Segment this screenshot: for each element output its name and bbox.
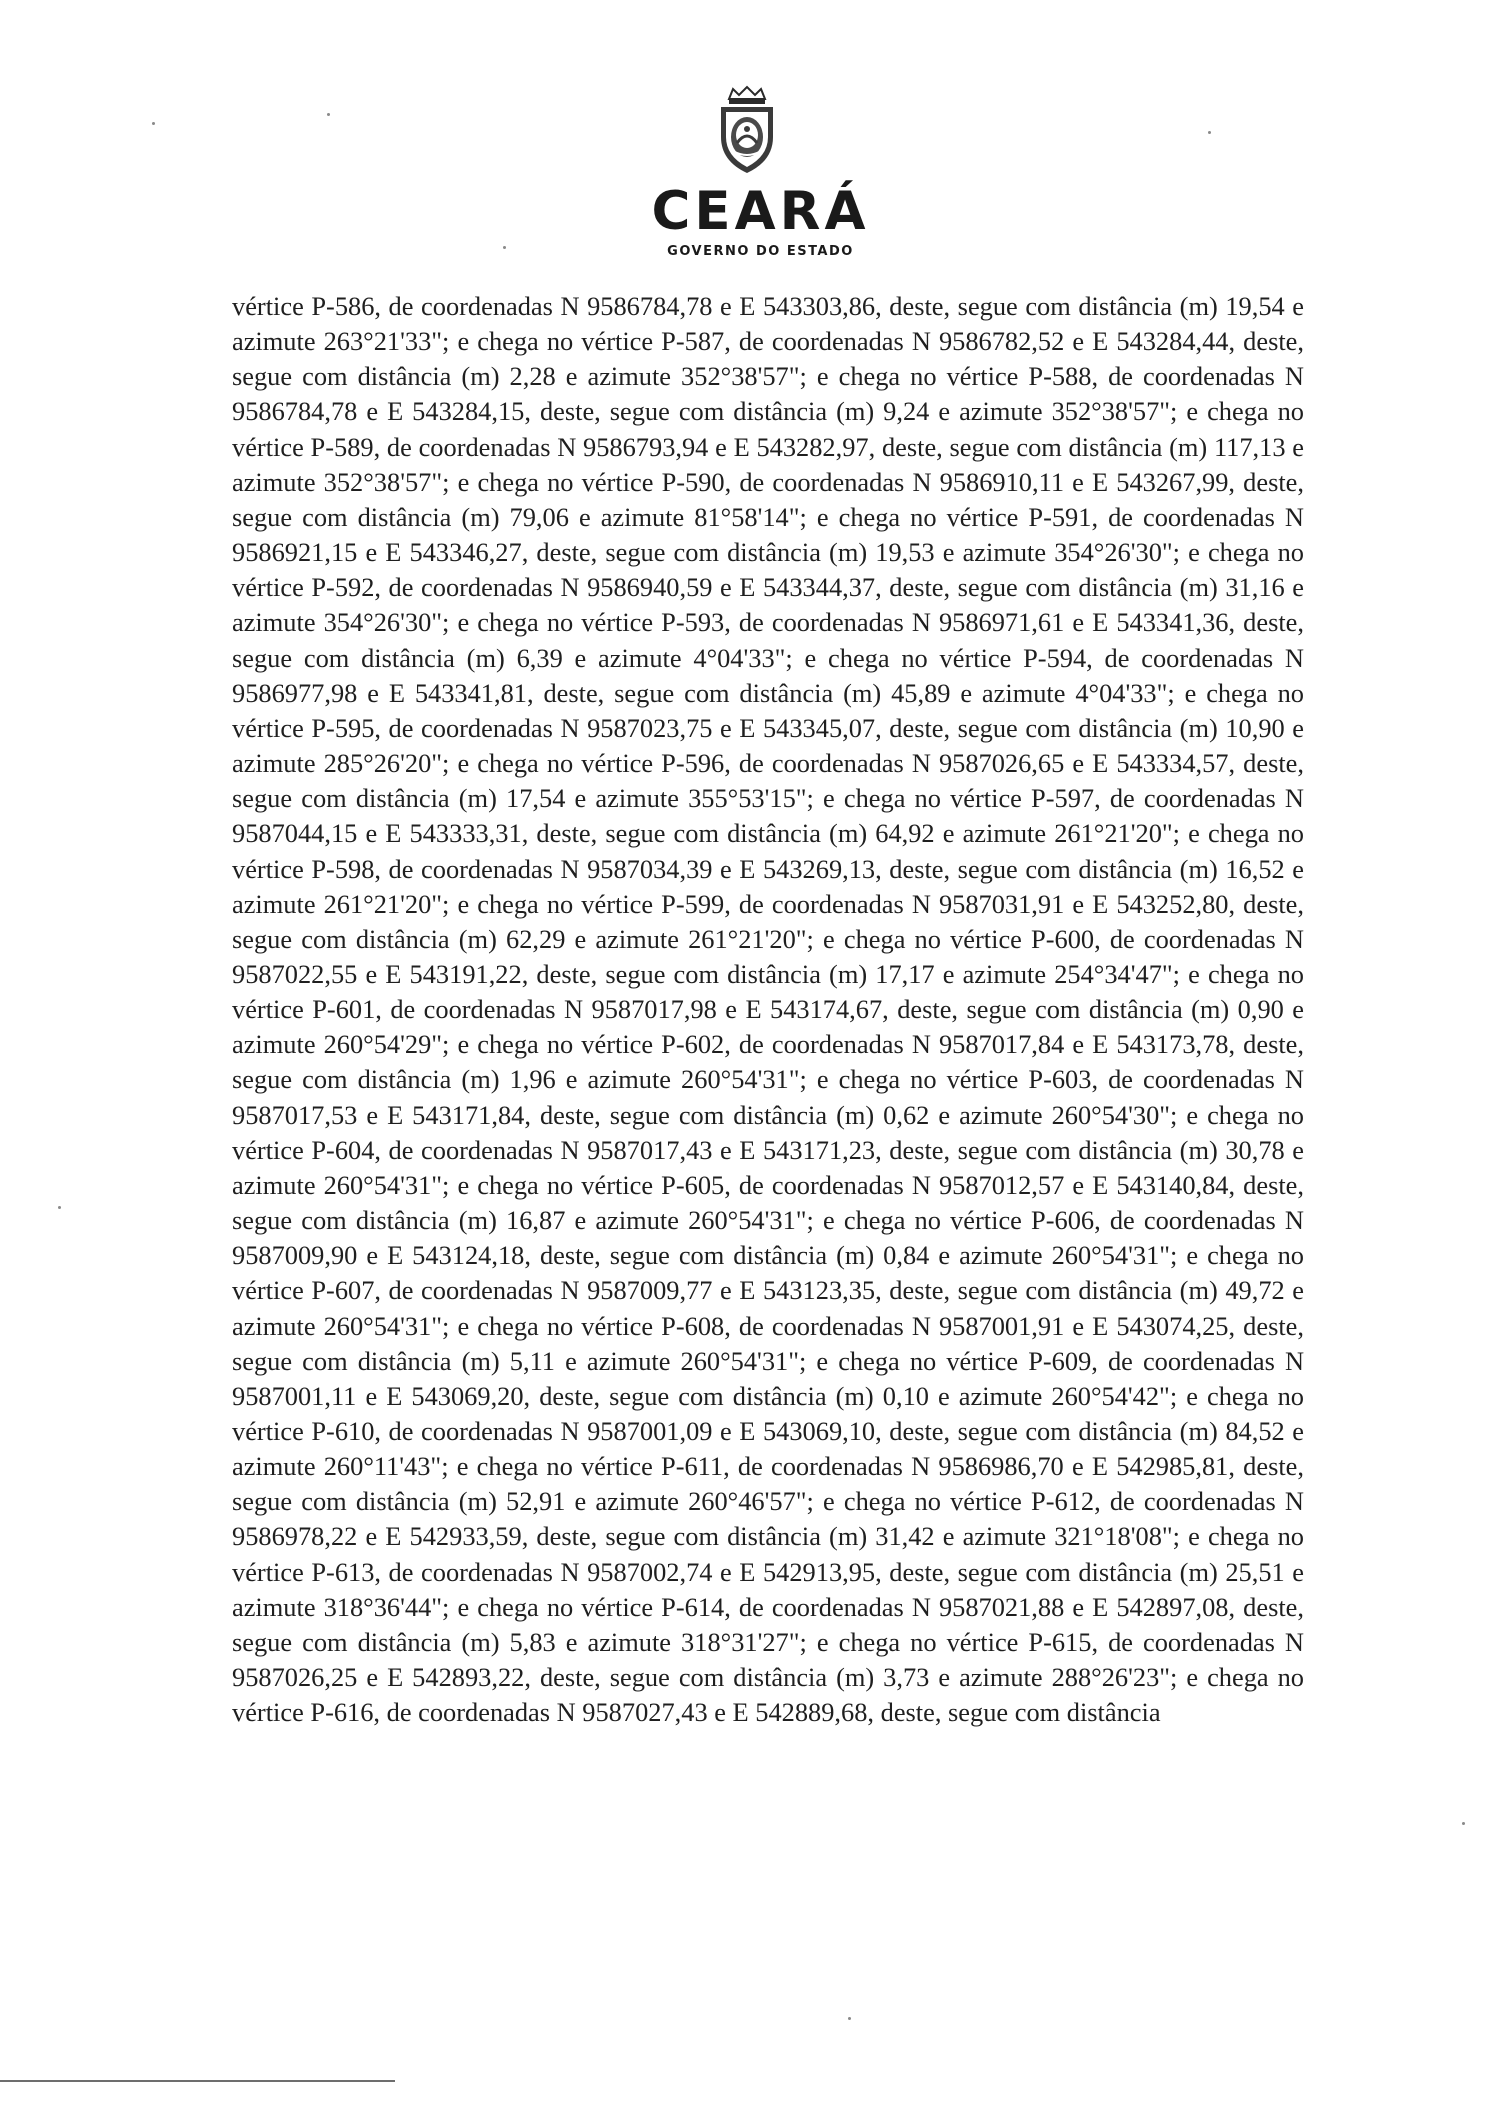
- letterhead: [0, 85, 1493, 259]
- state-government-subtitle: GOVERNO DO ESTADO: [667, 244, 854, 259]
- vertex-description-paragraph: vértice P-586, de coordenadas N 9586784,78 e E 543303,86, deste, segue com distância (m) 19,54 e azimute 263°21'33"; e chega no vértice P-587, de coordenadas N 9586782,52 e E 543284,44, deste, segue com distância (m) 2,28 e azimute 352°38'57"; e chega no vértice P-588, de coordenadas N 9586784,78 e E 543284,15, deste, segue com distância (m) 9,24 e azimute 352°38'57"; e chega no vértice P-589, de coordenadas N 9586793,94 e E 543282,97, deste, segue com distância (m) 117,13 e azimute 352°38'57"; e chega no vértice P-590, de coordenadas N 9586910,11 e E 543267,99, deste, segue com distância (m) 79,06 e azimute 81°58'14"; e chega no vértice P-591, de coordenadas N 9586921,15 e E 543346,27, deste, segue com distância (m) 19,53 e azimute 354°26'30"; e chega no vértice P-592, de coordenadas N 9586940,59 e E 543344,37, deste, segue com distância (m) 31,16 e azimute 354°26'30"; e chega no vértice P-593, de coordenadas N 9586971,61 e E 543341,36, deste, segue com distância (m) 6,39 e azimute 4°04'33"; e chega no vértice P-594, de coordenadas N 9586977,98 e E 543341,81, deste, segue com distância (m) 45,89 e azimute 4°04'33"; e chega no vértice P-595, de coordenadas N 9587023,75 e E 543345,07, deste, segue com distância (m) 10,90 e azimute 285°26'20"; e chega no vértice P-596, de coordenadas N 9587026,65 e E 543334,57, deste, segue com distância (m) 17,54 e azimute 355°53'15"; e chega no vértice P-597, de coordenadas N 9587044,15 e E 543333,31, deste, segue com distância (m) 64,92 e azimute 261°21'20"; e chega no vértice P-598, de coordenadas N 9587034,39 e E 543269,13, deste, segue com distância (m) 16,52 e azimute 261°21'20"; e chega no vértice P-599, de coordenadas N 9587031,91 e E 543252,80, deste, segue com distância (m) 62,29 e azimute 261°21'20"; e chega no vértice P-600, de coordenadas N 9587022,55 e E 543191,22, deste, segue com distância (m) 17,17 e azimute 254°34'47"; e chega no vértice P-601, de coordenadas N 9587017,98 e E 543174,67, deste, segue com distância (m) 0,90 e azimute 260°54'29"; e chega no vértice P-602, de coordenadas N 9587017,84 e E 543173,78, deste, segue com distância (m) 1,96 e azimute 260°54'31"; e chega no vértice P-603, de coordenadas N 9587017,53 e E 543171,84, deste, segue com distância (m) 0,62 e azimute 260°54'30"; e chega no vértice P-604, de coordenadas N 9587017,43 e E 543171,23, deste, segue com distância (m) 30,78 e azimute 260°54'31"; e chega no vértice P-605, de coordenadas N 9587012,57 e E 543140,84, deste, segue com distância (m) 16,87 e azimute 260°54'31"; e chega no vértice P-606, de coordenadas N 9587009,90 e E 543124,18, deste, segue com distância (m) 0,84 e azimute 260°54'31"; e chega no vértice P-607, de coordenadas N 9587009,77 e E 543123,35, deste, segue com distância (m) 49,72 e azimute 260°54'31"; e chega no vértice P-608, de coordenadas N 9587001,91 e E 543074,25, deste, segue com distância (m) 5,11 e azimute 260°54'31"; e chega no vértice P-609, de coordenadas N 9587001,11 e E 543069,20, deste, segue com distância (m) 0,10 e azimute 260°54'42"; e chega no vértice P-610, de coordenadas N 9587001,09 e E 543069,10, deste, segue com distância (m) 84,52 e azimute 260°11'43"; e chega no vértice P-611, de coordenadas N 9586986,70 e E 542985,81, deste, segue com distância (m) 52,91 e azimute 260°46'57"; e chega no vértice P-612, de coordenadas N 9586978,22 e E 542933,59, deste, segue com distância (m) 31,42 e azimute 321°18'08"; e chega no vértice P-613, de coordenadas N 9587002,74 e E 542913,95, deste, segue com distância (m) 25,51 e azimute 318°36'44"; e chega no vértice P-614, de coordenadas N 9587021,88 e E 542897,08, deste, segue com distância (m) 5,83 e azimute 318°31'27"; e chega no vértice P-615, de coordenadas N 9587026,25 e E 542893,22, deste, segue com distância (m) 3,73 e azimute 288°26'23"; e chega no vértice P-616, de coordenadas N 9587027,43 e E 542889,68, deste, segue com distância: [232, 291, 1304, 1728]
- state-coat-of-arms-icon: [715, 85, 779, 177]
- scan-speck: [58, 1206, 61, 1209]
- state-wordmark: CEARÁ: [651, 181, 870, 242]
- scan-speck: [327, 113, 330, 116]
- scan-speck: [152, 122, 155, 125]
- scan-speck: [848, 2017, 851, 2020]
- scan-speck: [503, 246, 506, 249]
- footer-rule: [0, 2080, 395, 2082]
- scan-speck: [1462, 1822, 1465, 1825]
- scan-speck: [1208, 131, 1211, 134]
